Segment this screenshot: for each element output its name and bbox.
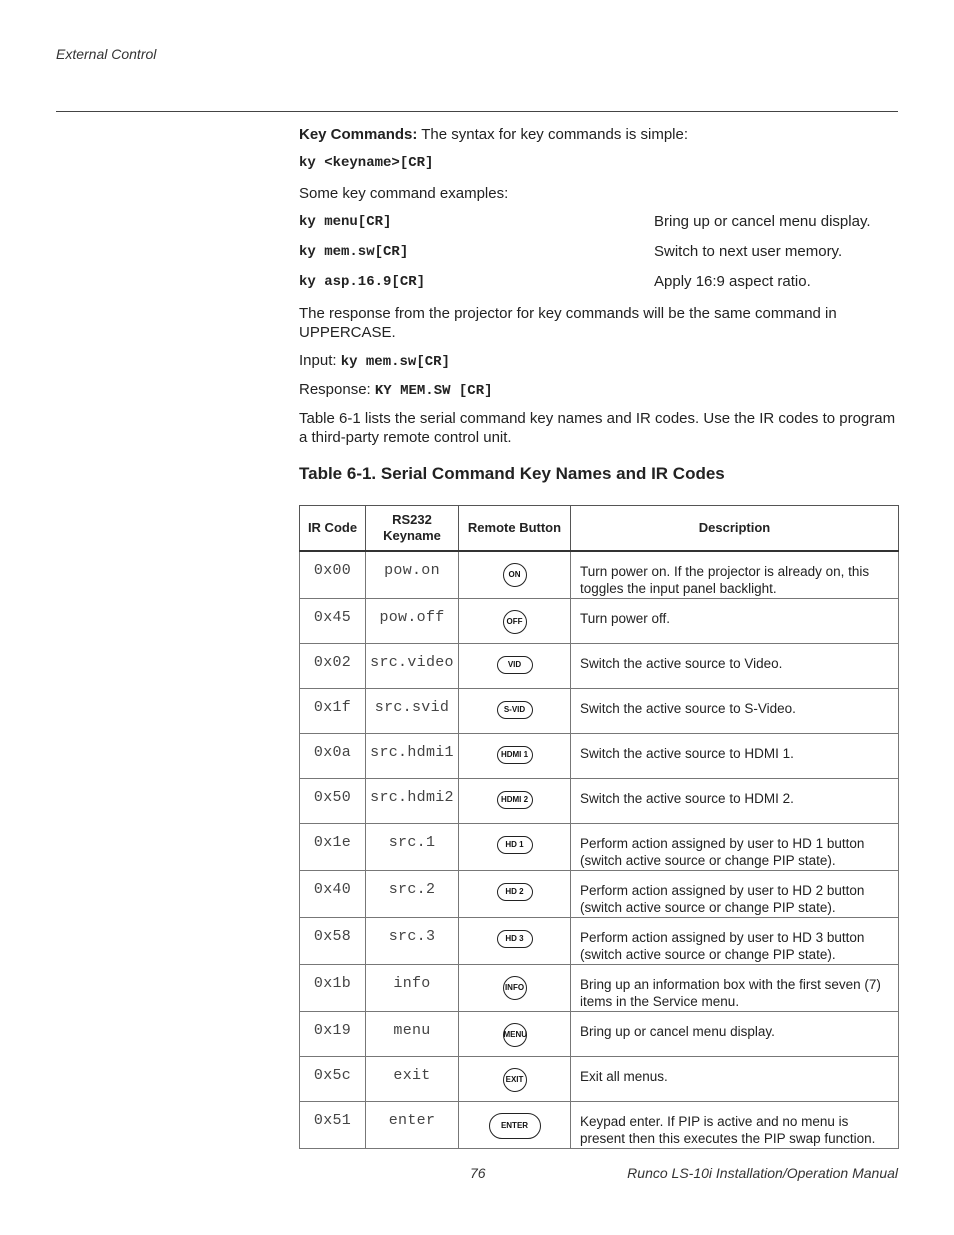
table-header-row: [300, 506, 899, 552]
ir-code-cell: 0x0a: [300, 733, 366, 778]
header-ir-code: IR Code: [300, 506, 366, 552]
ir-code-cell: 0x51: [300, 1101, 366, 1148]
remote-button-cell: [459, 1056, 571, 1101]
description-cell: Switch the active source to HDMI 2.: [571, 778, 899, 823]
table-row: [300, 1011, 899, 1056]
remote-button-cell: [459, 1101, 571, 1148]
ir-code-cell: 0x00: [300, 551, 366, 598]
description-cell: Switch the active source to Video.: [571, 643, 899, 688]
keyname-cell: enter: [366, 1101, 459, 1148]
ir-code-cell: 0x1b: [300, 964, 366, 1011]
remote-button-icon: ENTER: [489, 1113, 541, 1139]
remote-button-icon: HDMI 2: [497, 791, 533, 809]
remote-button-icon: INFO: [503, 976, 527, 1000]
table-row: [300, 823, 899, 870]
ir-code-cell: 0x45: [300, 598, 366, 643]
table-row: [300, 778, 899, 823]
example-command: ky asp.16.9[CR]: [299, 274, 426, 290]
example-row: [299, 214, 899, 244]
ir-code-cell: 0x40: [300, 870, 366, 917]
remote-button-cell: [459, 733, 571, 778]
ir-code-cell: 0x1f: [300, 688, 366, 733]
remote-button-icon: S-VID: [497, 701, 533, 719]
remote-button-cell: [459, 598, 571, 643]
remote-button-cell: [459, 1011, 571, 1056]
remote-button-cell: [459, 688, 571, 733]
remote-button-cell: [459, 778, 571, 823]
description-cell: Switch the active source to S-Video.: [571, 688, 899, 733]
keyname-cell: src.3: [366, 917, 459, 964]
keyname-cell: pow.on: [366, 551, 459, 598]
remote-button-icon: HDMI 1: [497, 746, 533, 764]
keyname-cell: info: [366, 964, 459, 1011]
key-commands-label: Key Commands:: [299, 126, 418, 143]
main-content: [299, 125, 899, 447]
keyname-cell: src.svid: [366, 688, 459, 733]
running-header: External Control: [56, 46, 157, 62]
header-rs232-keyname: [366, 506, 459, 552]
table-row: [300, 598, 899, 643]
description-cell: Bring up an information box with the first seven (7) items in the Service menu.: [571, 964, 899, 1011]
input-value: ky mem.sw[CR]: [340, 354, 450, 370]
remote-button-icon: VID: [497, 656, 533, 674]
remote-button-cell: [459, 964, 571, 1011]
description-cell: Perform action assigned by user to HD 3 button (switch active source or change PIP state).: [571, 917, 899, 964]
keyname-cell: menu: [366, 1011, 459, 1056]
keyname-cell: pow.off: [366, 598, 459, 643]
example-row: [299, 244, 899, 274]
syntax-line: ky <keyname>[CR]: [299, 155, 434, 171]
description-cell: Turn power off.: [571, 598, 899, 643]
header-divider: [56, 111, 898, 112]
remote-button-icon: EXIT: [503, 1068, 527, 1092]
page-number: 76: [470, 1165, 486, 1181]
table-row: [300, 1056, 899, 1101]
example-description: Switch to next user memory.: [654, 243, 843, 260]
key-commands-paragraph: [299, 125, 899, 155]
example-command: ky menu[CR]: [299, 214, 392, 230]
example-command: ky mem.sw[CR]: [299, 244, 409, 260]
keyname-cell: src.video: [366, 643, 459, 688]
example-description: Bring up or cancel menu display.: [654, 213, 871, 230]
response-example: [299, 380, 899, 409]
remote-button-cell: [459, 551, 571, 598]
ir-code-cell: 0x1e: [300, 823, 366, 870]
examples-intro: Some key command examples:: [299, 185, 509, 202]
table-row: [300, 1101, 899, 1148]
example-row: [299, 274, 899, 304]
description-cell: Perform action assigned by user to HD 2 button (switch active source or change PIP state).: [571, 870, 899, 917]
header-rs232-line1: RS232: [392, 512, 432, 527]
description-cell: Switch the active source to HDMI 1.: [571, 733, 899, 778]
table-row: [300, 643, 899, 688]
header-description: Description: [571, 506, 899, 552]
table-intro-paragraph: Table 6-1 lists the serial command key names and IR codes. Use the IR codes to program a third-party remote control unit.: [299, 410, 896, 446]
table-row: [300, 870, 899, 917]
remote-button-icon: HD 3: [497, 930, 533, 948]
remote-button-cell: [459, 870, 571, 917]
description-cell: Exit all menus.: [571, 1056, 899, 1101]
header-remote-button: Remote Button: [459, 506, 571, 552]
input-example: [299, 351, 899, 380]
description-cell: Bring up or cancel menu display.: [571, 1011, 899, 1056]
manual-title: Runco LS-10i Installation/Operation Manual: [627, 1165, 898, 1181]
table-row: [300, 551, 899, 598]
input-label: Input:: [299, 352, 341, 369]
key-commands-text: The syntax for key commands is simple:: [417, 126, 689, 143]
examples-list: [299, 214, 899, 304]
table-row: [300, 964, 899, 1011]
key-names-table: [299, 505, 899, 1149]
description-cell: Keypad enter. If PIP is active and no menu is present then this executes the PIP swap function.: [571, 1101, 899, 1148]
description-cell: Perform action assigned by user to HD 1 button (switch active source or change PIP state).: [571, 823, 899, 870]
table-row: [300, 917, 899, 964]
ir-code-cell: 0x5c: [300, 1056, 366, 1101]
keyname-cell: exit: [366, 1056, 459, 1101]
remote-button-cell: [459, 823, 571, 870]
table-row: [300, 733, 899, 778]
remote-button-icon: HD 2: [497, 883, 533, 901]
ir-code-cell: 0x19: [300, 1011, 366, 1056]
header-rs232-line2: Keyname: [383, 528, 441, 543]
keyname-cell: src.hdmi2: [366, 778, 459, 823]
remote-button-icon: OFF: [503, 610, 527, 634]
ir-code-cell: 0x58: [300, 917, 366, 964]
remote-button-cell: [459, 643, 571, 688]
description-cell: Turn power on. If the projector is already on, this toggles the input panel backlight.: [571, 551, 899, 598]
response-value: KY MEM.SW [CR]: [374, 383, 493, 399]
keyname-cell: src.hdmi1: [366, 733, 459, 778]
remote-button-icon: ON: [503, 563, 527, 587]
table-row: [300, 688, 899, 733]
remote-button-icon: HD 1: [497, 836, 533, 854]
response-paragraph: The response from the projector for key commands will be the same command in UPPERCASE.: [299, 305, 837, 341]
remote-button-cell: [459, 917, 571, 964]
keyname-cell: src.1: [366, 823, 459, 870]
example-description: Apply 16:9 aspect ratio.: [654, 273, 811, 290]
keyname-cell: src.2: [366, 870, 459, 917]
ir-code-cell: 0x02: [300, 643, 366, 688]
remote-button-icon: MENU: [503, 1023, 527, 1047]
table-title: Table 6-1. Serial Command Key Names and IR Codes: [299, 464, 725, 483]
response-label: Response:: [299, 381, 375, 398]
ir-code-cell: 0x50: [300, 778, 366, 823]
